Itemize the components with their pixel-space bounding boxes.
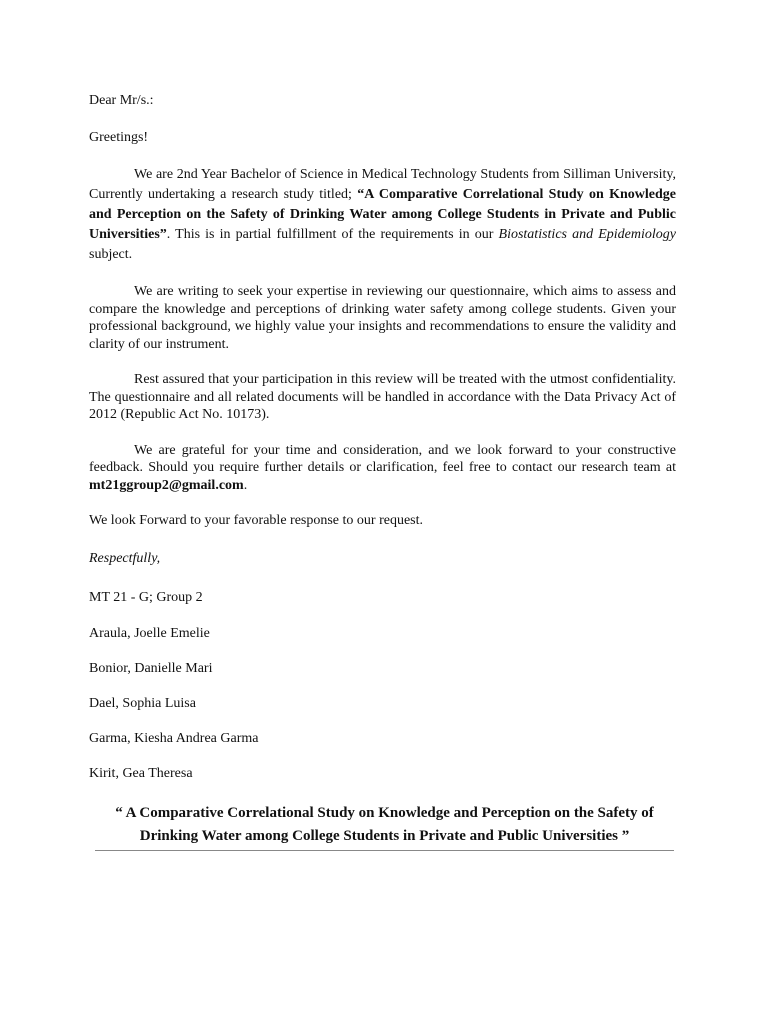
contact-text: We are grateful for your time and consideration, and we look forward to your constructive feedback. Should you require further details or clarification, feel free to contact our research team at bbox=[89, 442, 676, 475]
member-name: Garma, Kiesha Andrea Garma bbox=[89, 731, 259, 746]
paragraph-contact bbox=[89, 442, 676, 495]
member-name: Dael, Sophia Luisa bbox=[89, 696, 196, 711]
salutation: Dear Mr/s.: bbox=[89, 93, 154, 108]
study-title: “A Comparative Correlational Study on Knowledge and Perception on the Safety of Drinking Water among College Students in Private and Public Universities” bbox=[89, 187, 676, 242]
member-name: Araula, Joelle Emelie bbox=[89, 626, 210, 641]
contact-email: mt21ggroup2@gmail.com bbox=[89, 477, 244, 493]
greeting: Greetings! bbox=[89, 130, 149, 145]
contact-end-text: . bbox=[243, 477, 248, 493]
paragraph-introduction bbox=[89, 165, 676, 265]
letter-body bbox=[89, 92, 676, 800]
footer-study-title: “ A Comparative Correlational Study on Knowledge and Perception on the Safety of Drinking Water among College Students in Private and Public Universities ” bbox=[95, 802, 674, 851]
subject-name: Biostatistics and Epidemiology bbox=[498, 227, 676, 242]
member-name: Kirit, Gea Theresa bbox=[89, 766, 193, 781]
respectfully: Respectfully, bbox=[89, 551, 161, 566]
intro-text: We are 2nd Year Bachelor of Science in Medical Technology Students from Silliman University, Currently undertaking a research study titled; bbox=[89, 167, 676, 202]
member-name: Bonior, Danielle Mari bbox=[89, 661, 213, 676]
paragraph-request: We are writing to seek your expertise in reviewing our questionnaire, which aims to assess and compare the knowledge and perceptions of drinking water safety among college students. Given your professional background, we highly value your insights and recommendations to ensure the validity and clarity of our instrument. bbox=[89, 284, 676, 352]
group-name: MT 21 - G; Group 2 bbox=[89, 590, 203, 605]
paragraph-confidentiality: Rest assured that your participation in this review will be treated with the utmost confidentiality. The questionnaire and all related documents will be handled in accordance with the Data Privacy Act of 2012 (Republic Act No. 10173). bbox=[89, 372, 676, 422]
intro-middle-text: . This is in partial fulfillment of the requirements in our bbox=[166, 227, 499, 242]
closing-request: We look Forward to your favorable response to our request. bbox=[89, 513, 424, 528]
intro-end-text: subject. bbox=[89, 247, 133, 262]
